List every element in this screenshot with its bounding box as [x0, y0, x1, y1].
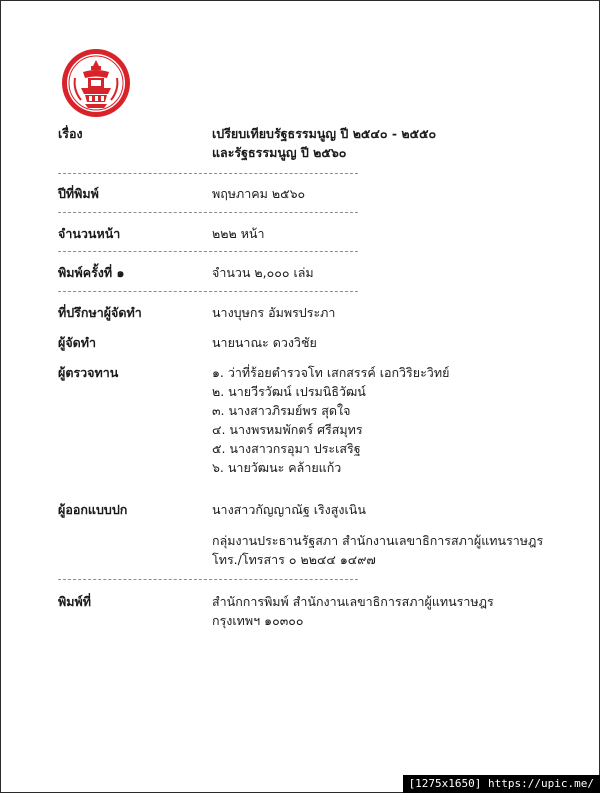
separator [58, 212, 358, 213]
author-label: ผู้จัดทำ [58, 335, 97, 350]
advisor-value: นางบุษกร อัมพรประภา [212, 305, 336, 320]
subject-value [212, 124, 512, 162]
printer-label: พิมพ์ที่ [58, 594, 91, 609]
reviewer-item: ๒. นายวีรวัฒน์ เปรมนิธิวัฒน์ [212, 384, 366, 399]
image-host-footer: [1275x1650] https://upic.me/ [403, 775, 600, 793]
parliament-seal-icon [61, 48, 131, 118]
published-year-label: ปีที่พิมพ์ [58, 186, 99, 201]
printer-line-2: กรุงเทพฯ ๑๐๓๐๐ [212, 613, 304, 628]
separator [58, 173, 358, 174]
reviewers-label: ผู้ตรวจทาน [58, 365, 119, 380]
printer-value [212, 592, 512, 630]
cover-designer-phone: โทร./โทรสาร ๐ ๒๒๔๔ ๑๔๙๗ [212, 552, 376, 567]
separator [58, 579, 358, 580]
reviewer-item: ๑. ว่าที่ร้อยตำรวจโท เสกสรรค์ เอกวิริยะวิทย์ [212, 365, 450, 380]
advisor-label: ที่ปรึกษาผู้จัดทำ [58, 305, 142, 320]
cover-designer-org: กลุ่มงานประธานรัฐสภา สำนักงานเลขาธิการสภาผู้แทนราษฎร [212, 533, 544, 548]
cover-designer-name: นางสาวกัญญาณัฐ เริงสูงเนิน [212, 502, 366, 517]
separator [58, 291, 358, 292]
subject-label: เรื่อง [58, 126, 83, 141]
page-count-value: ๒๒๒ หน้า [212, 226, 265, 241]
reviewer-item: ๔. นางพรหมพักตร์ ศรีสมุทร [212, 422, 363, 437]
page-count-label: จำนวนหน้า [58, 226, 121, 241]
first-print-value: จำนวน ๒,๐๐๐ เล่ม [212, 265, 314, 280]
reviewer-item: ๕. นางสาวกรอุมา ประเสริฐ [212, 441, 361, 456]
reviewer-item: ๖. นายวัฒนะ คล้ายแก้ว [212, 460, 342, 475]
cover-designer-label: ผู้ออกแบบปก [58, 502, 128, 517]
author-value: นายนาณะ ดวงวิชัย [212, 335, 317, 350]
subject-line-1: เปรียบเทียบรัฐธรรมนูญ ปี ๒๕๔๐ - ๒๕๕๐ [212, 126, 437, 141]
first-print-label: พิมพ์ครั้งที่ ๑ [58, 265, 125, 280]
reviewer-item: ๓. นางสาวภิรมย์พร สุดใจ [212, 403, 351, 418]
reviewers-list [212, 363, 512, 477]
separator [58, 251, 358, 252]
cover-designer-value [212, 500, 544, 569]
printer-line-1: สำนักการพิมพ์ สำนักงานเลขาธิการสภาผู้แทนราษฎร [212, 594, 494, 609]
subject-line-2: และรัฐธรรมนูญ ปี ๒๕๖๐ [212, 145, 347, 160]
published-year-value: พฤษภาคม ๒๕๖๐ [212, 186, 306, 201]
